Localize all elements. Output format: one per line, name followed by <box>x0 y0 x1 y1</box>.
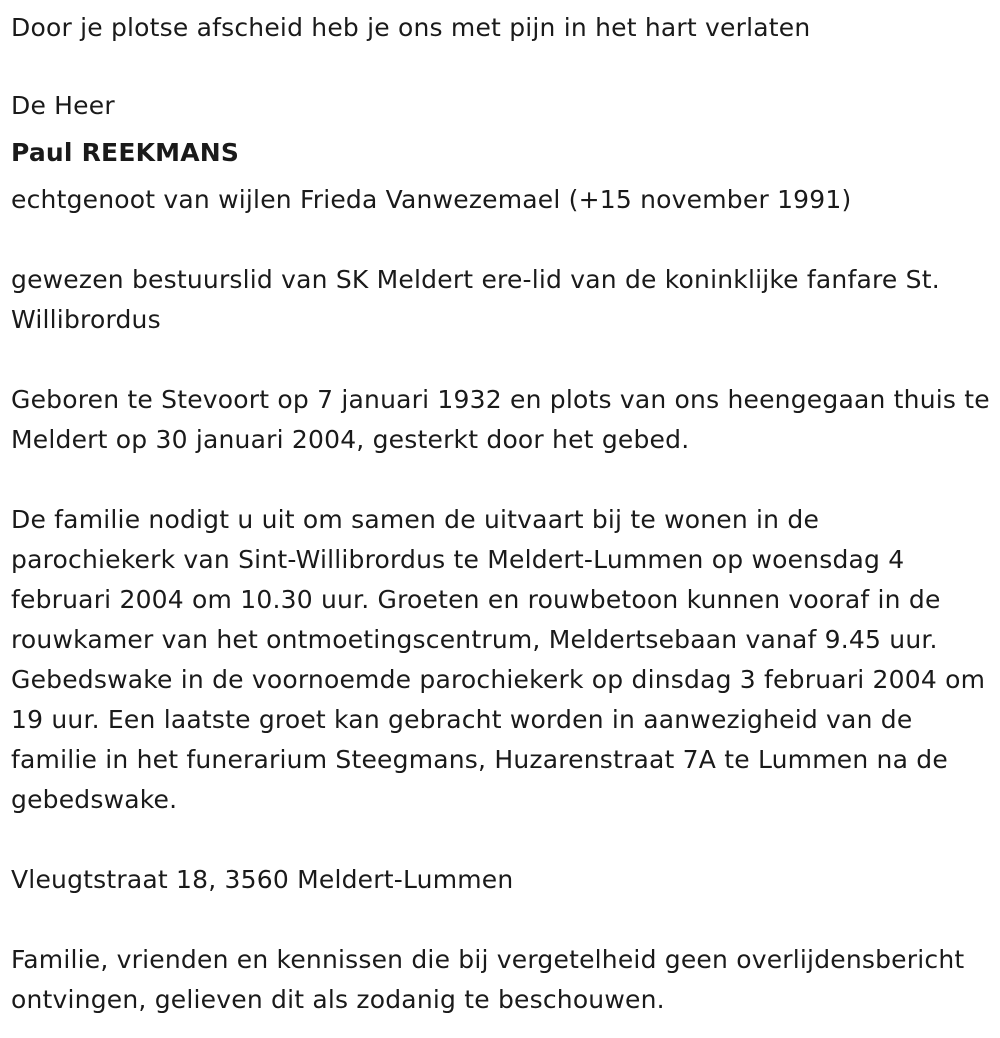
obituary-notice <box>11 8 991 1020</box>
birth-death-paragraph: Geboren te Stevoort op 7 januari 1932 en plots van ons heengegaan thuis te Meldert op 30 januari 2004, gesterkt door het gebed. <box>11 385 990 454</box>
address-line: Vleugtstraat 18, 3560 Meldert-Lummen <box>11 865 514 894</box>
spouse-line: echtgenoot van wijlen Frieda Vanwezemael (+15 november 1991) <box>11 185 852 214</box>
roles-paragraph: gewezen bestuurslid van SK Meldert ere-lid van de koninklijke fanfare St. Willibrordus <box>11 265 940 334</box>
opening-line: Door je plotse afscheid heb je ons met pijn in het hart verlaten <box>11 13 811 42</box>
funeral-paragraph: De familie nodigt u uit om samen de uitvaart bij te wonen in de parochiekerk van Sint-Willibrordus te Meldert-Lummen op woensdag 4 februari 2004 om 10.30 uur. Groeten en rouwbetoon kunnen vooraf in de rouwkamer van het ontmoetingscentrum, Meldertsebaan vanaf 9.45 uur. Gebedswake in de voornoemde parochiekerk op dinsdag 3 februari 2004 om 19 uur. Een laatste groet kan gebracht worden in aanwezigheid van de familie in het funerarium Steegmans, Huzarenstraat 7A te Lummen na de gebedswake. <box>11 505 986 814</box>
honorific-title: De Heer <box>11 91 115 120</box>
deceased-name: Paul REEKMANS <box>11 138 240 167</box>
closing-paragraph: Familie, vrienden en kennissen die bij vergetelheid geen overlijdensbericht ontvingen, gelieven dit als zodanig te beschouwen. <box>11 945 965 1014</box>
